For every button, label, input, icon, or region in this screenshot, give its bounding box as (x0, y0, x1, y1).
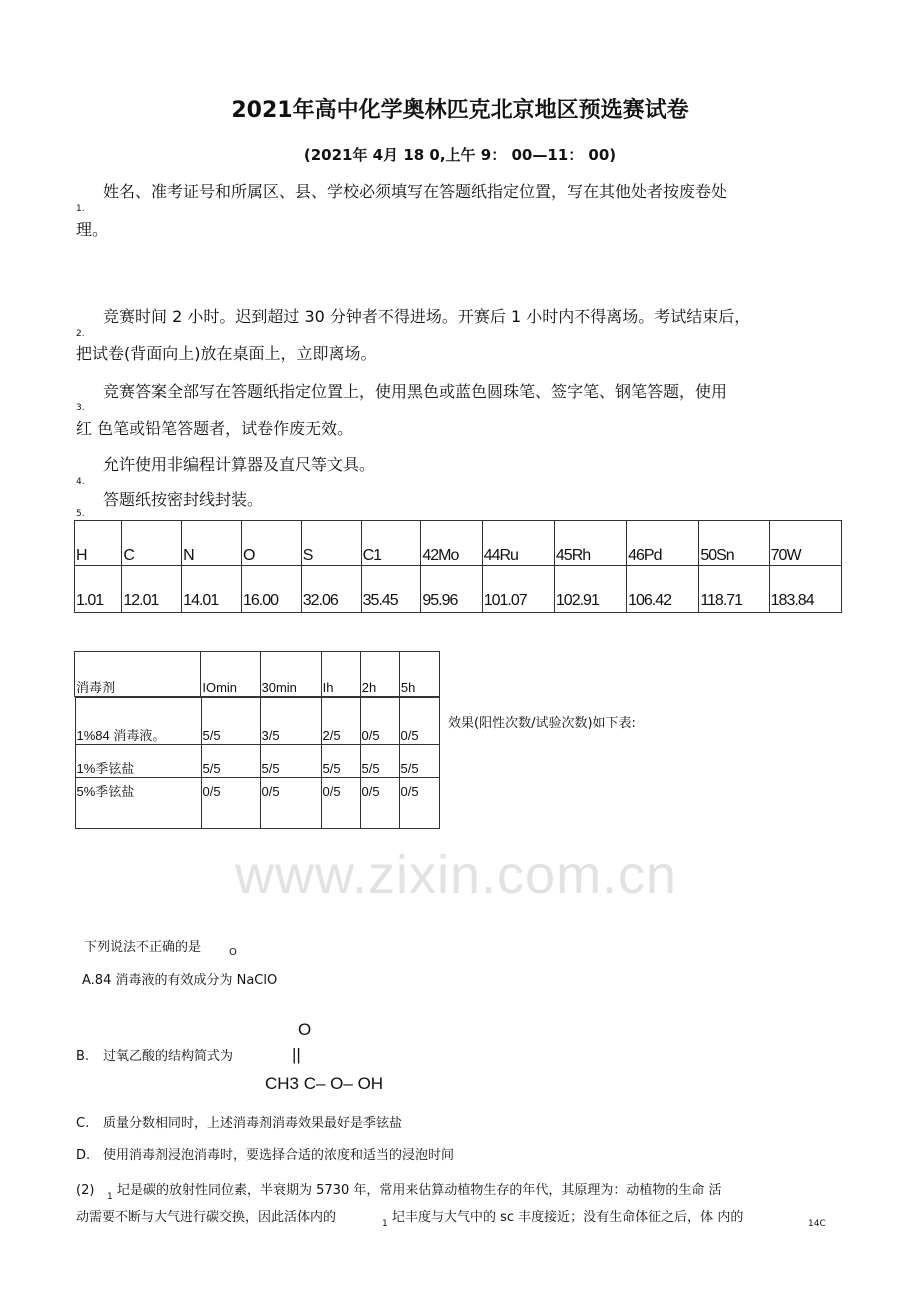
element-symbol: 44Ru (482, 521, 554, 566)
question-stem: 下列说法不正确的是 (84, 940, 202, 955)
table-row (75, 745, 439, 778)
atomic-mass: 95.96 (421, 566, 482, 613)
element-symbol: 45Rh (554, 521, 626, 566)
page-title: 2021年高中化学奥林匹克北京地区预选赛试卷 (231, 98, 689, 123)
column-header: IOmin (201, 652, 260, 697)
element-symbol: C (122, 521, 182, 566)
rule-3-line2: 红 色笔或铅笔答题者，试卷作废无效。 (76, 419, 354, 438)
option-d-label: D. (76, 1148, 91, 1163)
exam-time: (2021年 4月 18 0,上午 9： 00—11： 00) (303, 146, 617, 164)
table-cell: 2/5 (321, 698, 360, 745)
table-cell: 0/5 (360, 698, 399, 745)
rule-4-line1: 允许使用非编程计算器及直尺等文具。 (103, 455, 376, 474)
atomic-mass-table (74, 520, 842, 613)
element-symbol: 46Pd (627, 521, 699, 566)
watermark: www.zixin.com.cn (235, 845, 678, 905)
atomic-mass: 35.45 (361, 566, 421, 613)
rule-3-line1: 竞赛答案全部写在答题纸指定位置上，使用黑色或蓝色圆珠笔、签字笔、钢笔答题，使用 (103, 382, 728, 401)
atomic-mass: 102.91 (554, 566, 626, 613)
struct-double-bond: || (292, 1045, 301, 1064)
rule-1-line1: 姓名、准考证号和所属区、县、学校必须填写在答题纸指定位置，写在其他处者按废卷处 (103, 182, 728, 201)
column-header: 消毒剂 (75, 652, 201, 697)
element-symbol: O (241, 521, 301, 566)
q2-subscript-2: 1 (382, 1219, 388, 1229)
column-header: Ih (321, 652, 360, 697)
table-cell: 0/5 (321, 778, 360, 829)
rule-2-num: 2. (76, 329, 85, 339)
q2-number: (2) (76, 1183, 95, 1198)
table-cell: 0/5 (360, 778, 399, 829)
option-a: A.84 消毒液的有效成分为 NaClO (82, 973, 278, 988)
atomic-mass: 12.01 (122, 566, 182, 613)
q2-subscript-14c: 14C (808, 1219, 826, 1229)
atomic-mass: 106.42 (627, 566, 699, 613)
rule-2-line2: 把试卷(背面向上)放在桌面上，立即离场。 (76, 344, 377, 363)
atomic-mass: 1.01 (75, 566, 122, 613)
table-cell: 5/5 (201, 745, 260, 778)
element-symbol-row (75, 521, 842, 566)
disinfectant-body (75, 697, 440, 830)
table-cell: 5/5 (399, 745, 439, 778)
rule-4-num: 4. (76, 477, 85, 487)
option-d: 使用消毒剂浸泡消毒时，要选择合适的浓度和适当的浸泡时间 (103, 1148, 455, 1163)
table-cell: 0/5 (201, 778, 260, 829)
table-cell: 3/5 (260, 698, 321, 745)
question-blank: O (229, 947, 237, 958)
table-cell: 0/5 (260, 778, 321, 829)
rule-5-line1: 答题纸按密封线封装。 (103, 490, 264, 509)
atomic-mass: 16.00 (241, 566, 301, 613)
column-header: 5h (399, 652, 439, 697)
rule-2-line1: 竞赛时间 2 小时。迟到超过 30 分钟者不得进场。开赛后 1 小时内不得离场。考试结束后， (103, 307, 751, 326)
atomic-mass: 14.01 (182, 566, 242, 613)
table-cell: 5/5 (360, 745, 399, 778)
element-symbol: 50Sn (699, 521, 769, 566)
column-header: 30min (260, 652, 321, 697)
element-symbol: N (182, 521, 242, 566)
element-symbol: H (75, 521, 122, 566)
option-c-label: C. (76, 1116, 90, 1131)
struct-formula: CH3 C– O– OH (265, 1074, 384, 1093)
table-cell: 5/5 (260, 745, 321, 778)
table-cell: 0/5 (399, 698, 439, 745)
element-symbol: 70W (769, 521, 841, 566)
q2-subscript-1: 1 (107, 1192, 113, 1202)
q2-line2a: 动需要不断与大气进行碳交换，因此活体内的 (76, 1210, 337, 1225)
table-cell: 0/5 (399, 778, 439, 829)
element-symbol: S (301, 521, 361, 566)
atomic-mass: 118.71 (699, 566, 769, 613)
rule-1-num: 1. (76, 204, 85, 214)
q2-line1: 圮是碳的放射性同位素，半衰期为 5730 年，常用来估算动植物生存的年代，其原理为：动植物的生命 活 (117, 1183, 722, 1198)
table-cell: 5%季铉盐 (75, 778, 201, 829)
table-cell: 1%84 消毒液。 (75, 698, 201, 745)
atomic-mass: 32.06 (301, 566, 361, 613)
table-row (75, 698, 439, 745)
disinfectant-table (74, 651, 440, 829)
disinfectant-header-row (75, 652, 440, 697)
q2-line2b: 圮丰度与大气中的 sc 丰度接近；没有生命体征之后，体 内的 (392, 1210, 744, 1225)
rule-1-line2: 理。 (76, 220, 109, 239)
element-symbol: 42Mo (421, 521, 482, 566)
atomic-mass: 101.07 (482, 566, 554, 613)
atomic-mass: 183.84 (769, 566, 841, 613)
rule-5-num: 5. (76, 509, 85, 519)
atomic-mass-row (75, 566, 842, 613)
table-cell: 5/5 (201, 698, 260, 745)
option-b: 过氧乙酸的结构简式为 (103, 1049, 234, 1064)
option-b-label: B. (76, 1049, 90, 1064)
rule-3-num: 3. (76, 403, 85, 413)
option-c: 质量分数相同时，上述消毒剂消毒效果最好是季铉盐 (103, 1116, 403, 1131)
table-cell: 1%季铉盐 (75, 745, 201, 778)
table-row (75, 778, 439, 829)
column-header: 2h (360, 652, 399, 697)
table-cell: 5/5 (321, 745, 360, 778)
disinfectant-body-table (75, 697, 440, 829)
struct-oxygen: O (298, 1020, 312, 1039)
table-caption: 效果(阳性次数/试验次数)如下表: (448, 716, 636, 731)
element-symbol: C1 (361, 521, 421, 566)
